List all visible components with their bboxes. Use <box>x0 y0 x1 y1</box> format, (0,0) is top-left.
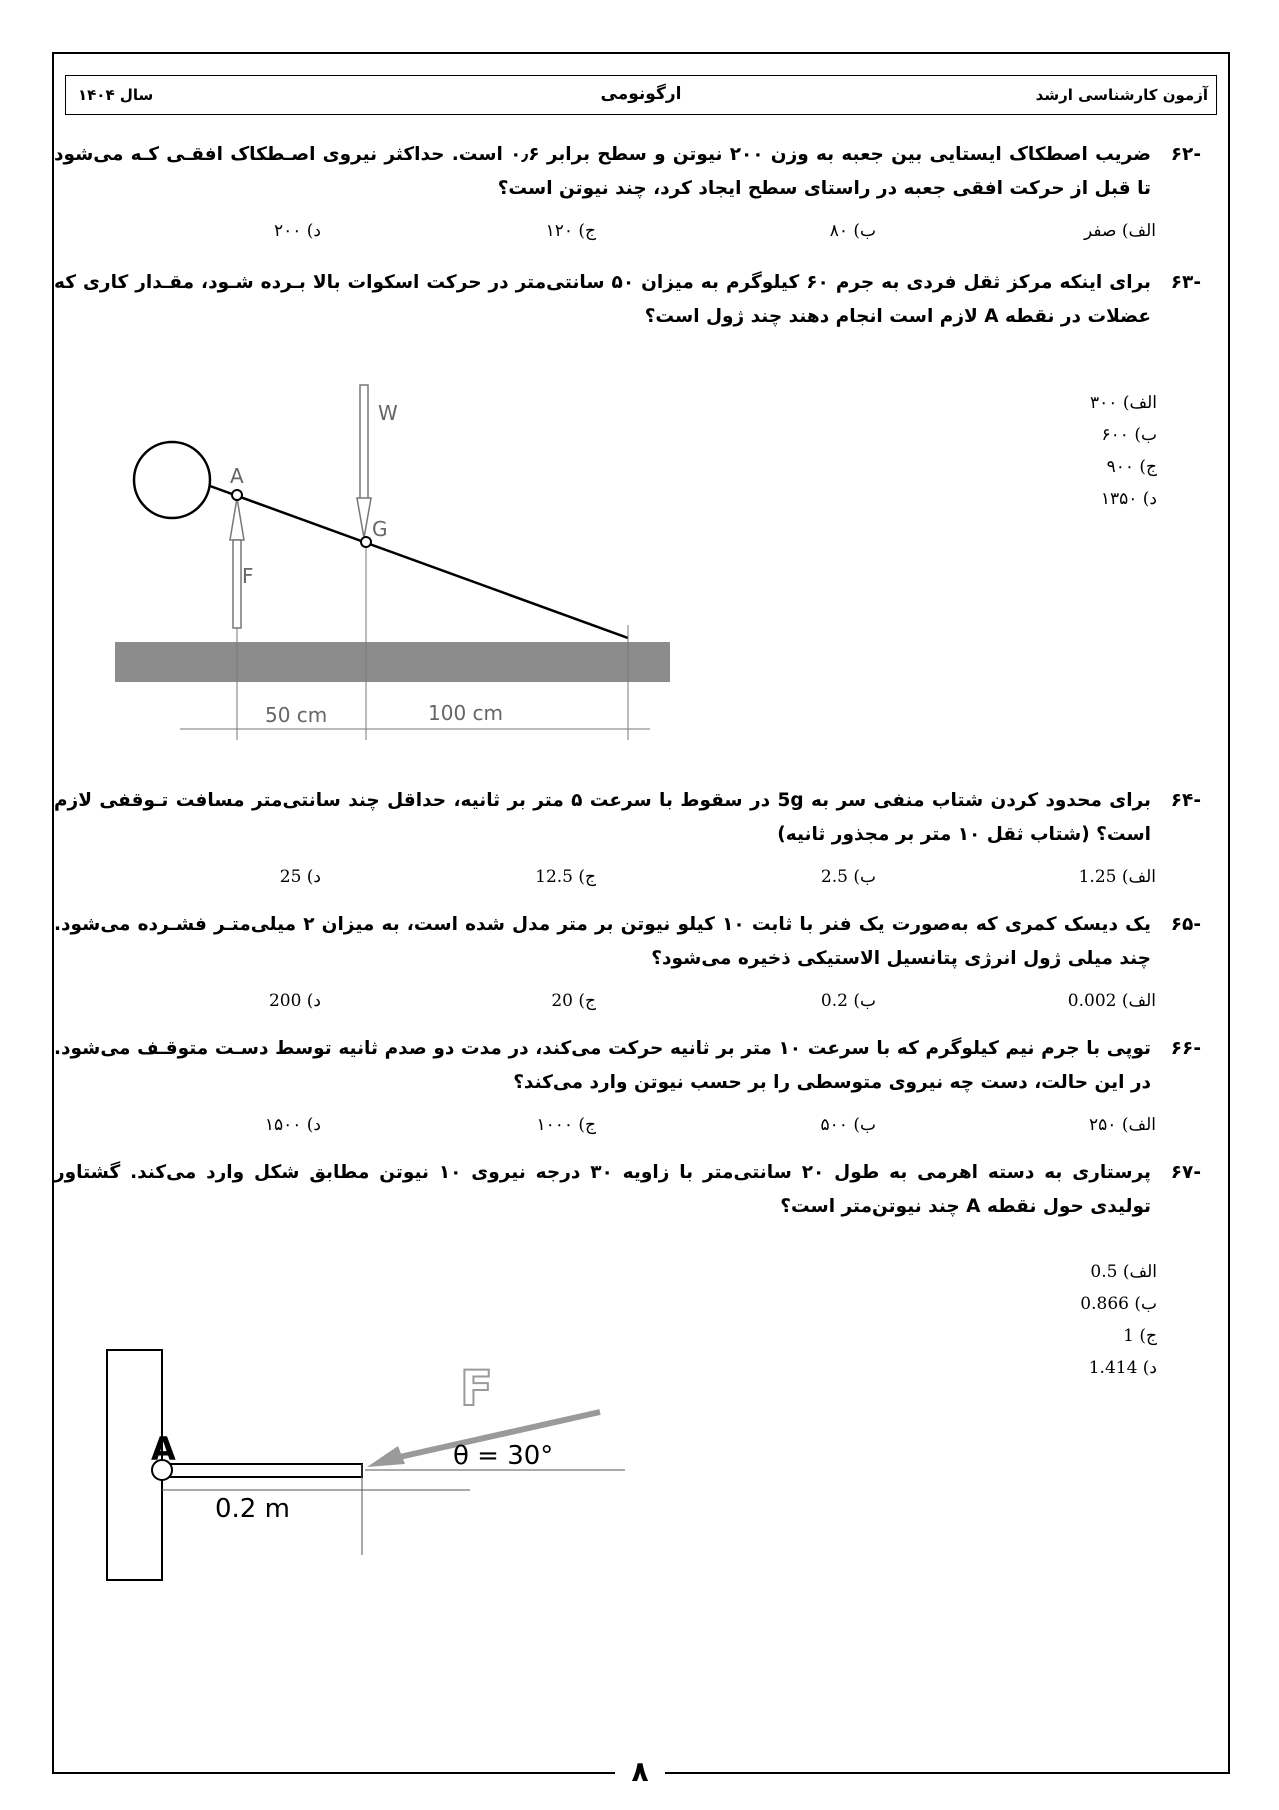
question-67 <box>54 1156 1201 1226</box>
force-f-label: F <box>460 1361 493 1417</box>
option-c[interactable]: ج) 1 <box>1123 1326 1157 1346</box>
question-66 <box>54 1032 1201 1102</box>
option-a[interactable]: الف) 1.25 <box>1078 867 1156 887</box>
angle-label: θ = 30° <box>453 1441 554 1471</box>
question-number: -۶۳ <box>1170 272 1201 293</box>
length-label: 0.2 m <box>215 1494 290 1524</box>
w-label: W <box>378 401 398 425</box>
option-b[interactable]: ب) 2.5 <box>820 867 876 887</box>
option-c[interactable]: ج) ۱۲۰ <box>545 221 596 241</box>
option-d[interactable]: د) ۲۰۰ <box>273 221 321 241</box>
squat-lever-figure <box>110 370 680 745</box>
page-number: ۸ <box>615 1752 665 1792</box>
option-c[interactable]: ج) ۱۰۰۰ <box>536 1115 596 1135</box>
options-64 <box>121 867 1201 893</box>
exam-title: آزمون کارشناسی ارشد <box>1035 86 1208 104</box>
question-text: توپی با جرم نیم کیلوگرم که با سرعت ۱۰ متر بر ثانیه حرکت می‌کند، در مدت دو صدم ثانیه توسط دسـت متوقـف می‌شود. در این حالت، دست چه نیروی متوسطی را بر حسب نیوتن وارد می‌کند؟ <box>54 1038 1151 1093</box>
option-b[interactable]: ب) ۵۰۰ <box>820 1115 876 1135</box>
f-label: F <box>242 564 254 588</box>
question-number: -۶۴ <box>1170 790 1201 811</box>
f-arrow-head <box>230 498 244 540</box>
options-65 <box>121 991 1201 1017</box>
option-b[interactable]: ب) ۶۰۰ <box>1101 425 1157 445</box>
option-d[interactable]: د) 200 <box>268 991 321 1011</box>
option-c[interactable]: ج) 12.5 <box>535 867 596 887</box>
exam-year: سال ۱۴۰۴ <box>78 86 154 104</box>
a-label: A <box>230 464 244 488</box>
question-number: -۶۶ <box>1170 1038 1201 1059</box>
point-a-marker <box>232 490 242 500</box>
option-c[interactable]: ج) 20 <box>551 991 596 1011</box>
lever-torque-figure <box>95 1330 655 1590</box>
question-number: -۶۲ <box>1170 144 1201 165</box>
dim-100cm: 100 cm <box>428 701 504 725</box>
option-d[interactable]: د) ۱۳۵۰ <box>1100 489 1157 509</box>
dim-50cm: 50 cm <box>265 703 328 727</box>
option-a[interactable]: الف) 0.5 <box>1090 1262 1157 1282</box>
option-a[interactable]: الف) ۳۰۰ <box>1090 393 1157 413</box>
f-arrow-shaft <box>233 540 241 628</box>
point-a-label: A <box>151 1430 176 1468</box>
option-a[interactable]: الف) صفر <box>1084 221 1156 241</box>
option-c[interactable]: ج) ۹۰۰ <box>1106 457 1157 477</box>
head-circle <box>134 442 210 518</box>
force-arrow-head <box>367 1446 405 1467</box>
question-63 <box>54 266 1201 336</box>
question-text: برای اینکه مرکز ثقل فردی به جرم ۶۰ کیلوگرم به میزان ۵۰ سانتی‌متر در حرکت اسکوات بالا بـرده شـود، مقـدار کاری که عضلات در نقطه A لازم است انجام دهند چند ژول است؟ <box>54 272 1152 327</box>
page-header <box>65 75 1217 115</box>
option-b[interactable]: ب) 0.866 <box>1080 1294 1157 1314</box>
lever-handle <box>162 1464 362 1477</box>
question-62 <box>54 138 1201 208</box>
option-b[interactable]: ب) ۸۰ <box>829 221 876 241</box>
w-arrow-head <box>357 498 371 538</box>
question-number: -۶۵ <box>1170 914 1201 935</box>
option-b[interactable]: ب) 0.2 <box>820 991 876 1011</box>
option-d[interactable]: د) 1.414 <box>1088 1358 1157 1378</box>
subject-title: ارگونومی <box>600 84 682 104</box>
option-a[interactable]: الف) ۲۵۰ <box>1089 1115 1156 1135</box>
question-text: ضریب اصطکاک ایستایی بین جعبه به وزن ۲۰۰ نیوتن و سطح برابر ۰٫۶ است. حداکثر نیروی اصـطکاک افقـی کـه می‌شود تا قبل از حرکت افقی جعبه در راستای سطح ایجاد کرد، چند نیوتن است؟ <box>54 144 1151 199</box>
option-a[interactable]: الف) 0.002 <box>1067 991 1156 1011</box>
option-d[interactable]: د) ۱۵۰۰ <box>264 1115 321 1135</box>
question-64 <box>54 784 1201 854</box>
question-text: یک دیسک کمری که به‌صورت یک فنر با ثابت ۱۰ کیلو نیوتن بر متر مدل شده است، به میزان ۲ میلی‌متـر فشـرده می‌شود. چند میلی ژول انرژی پتانسیل الاستیکی ذخیره می‌شود؟ <box>54 914 1151 969</box>
w-arrow-shaft <box>360 385 368 500</box>
question-number: -۶۷ <box>1170 1162 1201 1183</box>
point-g-marker <box>361 537 371 547</box>
lever-bar <box>210 486 628 638</box>
ground-block <box>115 642 670 682</box>
question-text: برای محدود کردن شتاب منفی سر به 5g در سقوط با سرعت ۵ متر بر ثانیه، حداقل چند سانتی‌متر مسافت تـوقفی لازم است؟ (شتاب ثقل ۱۰ متر بر مجذور ثانیه) <box>54 790 1152 845</box>
g-label: G <box>372 517 388 541</box>
option-d[interactable]: د) 25 <box>279 867 321 887</box>
question-65 <box>54 908 1201 978</box>
question-text: پرستاری به دسته اهرمی به طول ۲۰ سانتی‌متر با زاویه ۳۰ درجه نیروی ۱۰ نیوتن مطابق شکل وارد می‌کند. گشتاور تولیدی حول نقطه A چند نیوتن‌متر است؟ <box>54 1162 1152 1217</box>
options-62 <box>121 221 1201 247</box>
options-66 <box>121 1115 1201 1141</box>
